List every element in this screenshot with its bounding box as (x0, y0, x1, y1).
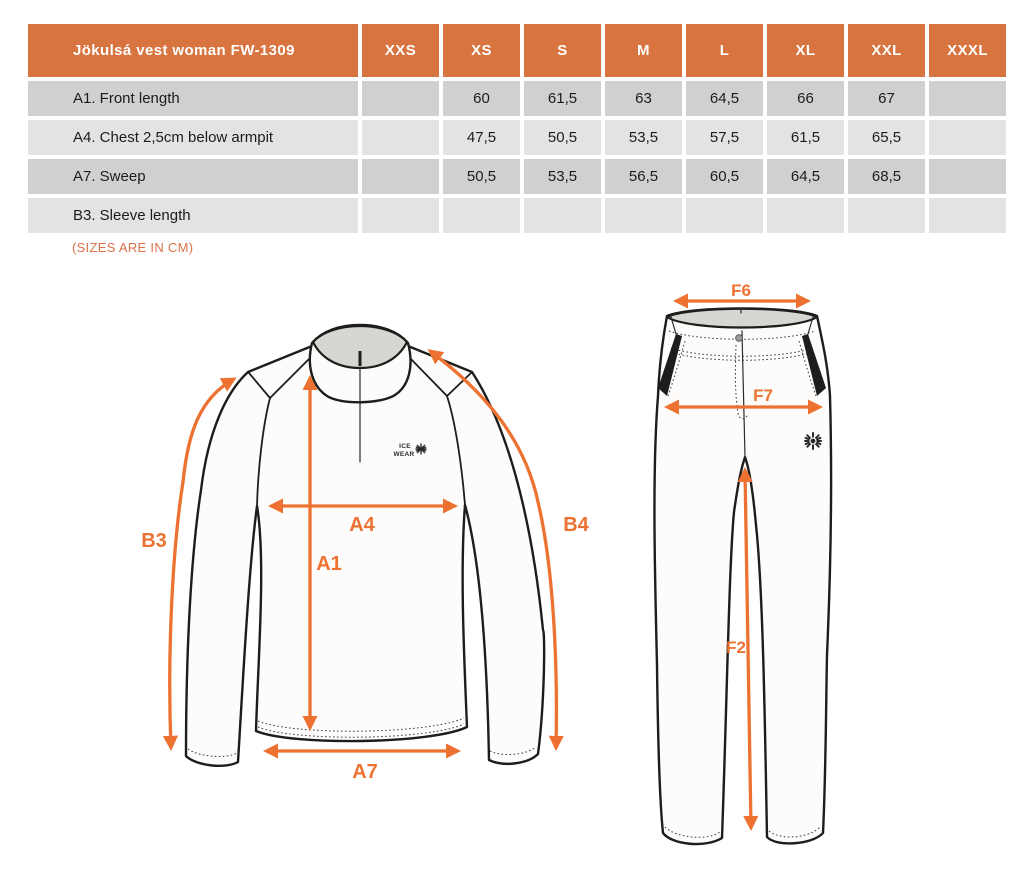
shirt-diagram (141, 325, 589, 783)
value-cell: 53,5 (605, 120, 682, 155)
value-cell: 63 (605, 81, 682, 116)
pants-waist-inner (667, 309, 817, 328)
pants-outline (654, 309, 831, 845)
value-cell (362, 159, 439, 194)
value-cell: 60,5 (686, 159, 763, 194)
units-note: (SIZES ARE IN CM) (72, 240, 194, 255)
f6-label: F6 (731, 281, 751, 300)
value-cell: 56,5 (605, 159, 682, 194)
a7-label: A7 (352, 761, 378, 783)
row-label-cell: A4. Chest 2,5cm below armpit (28, 120, 358, 155)
product-title-cell: Jökulsá vest woman FW-1309 (28, 24, 358, 77)
table-row-chest (28, 120, 1006, 155)
value-cell (929, 159, 1006, 194)
value-cell (443, 198, 520, 233)
size-header-xxxl: XXXL (929, 24, 1006, 77)
snowflake-icon (416, 444, 426, 454)
size-table-section (24, 20, 1010, 237)
value-cell: 57,5 (686, 120, 763, 155)
size-header-xxl: XXL (848, 24, 925, 77)
size-header-l: L (686, 24, 763, 77)
value-cell (524, 198, 601, 233)
logo-text-line1: ICE (399, 443, 411, 450)
size-header-xxs: XXS (362, 24, 439, 77)
value-cell: 50,5 (524, 120, 601, 155)
value-cell: 66 (767, 81, 844, 116)
logo-text-line2: WEAR (393, 451, 415, 458)
value-cell (362, 120, 439, 155)
value-cell: 61,5 (767, 120, 844, 155)
value-cell: 64,5 (767, 159, 844, 194)
value-cell: 68,5 (848, 159, 925, 194)
value-cell (929, 81, 1006, 116)
snowflake-icon (805, 433, 821, 449)
measurement-diagrams (0, 270, 1034, 889)
table-row-sweep (28, 159, 1006, 194)
value-cell: 53,5 (524, 159, 601, 194)
value-cell (929, 198, 1006, 233)
row-label-cell: A1. Front length (28, 81, 358, 116)
table-row-front-length (28, 81, 1006, 116)
size-header-m: M (605, 24, 682, 77)
value-cell (929, 120, 1006, 155)
b4-label: B4 (563, 514, 589, 536)
value-cell (605, 198, 682, 233)
value-cell: 60 (443, 81, 520, 116)
size-table-header-row (28, 24, 1006, 77)
row-label-cell: A7. Sweep (28, 159, 358, 194)
value-cell (362, 198, 439, 233)
value-cell (848, 198, 925, 233)
pants-button (736, 335, 743, 342)
size-header-xl: XL (767, 24, 844, 77)
f7-label: F7 (753, 386, 773, 405)
value-cell: 47,5 (443, 120, 520, 155)
value-cell: 61,5 (524, 81, 601, 116)
b3-label: B3 (141, 530, 167, 552)
f2-label: F2 (726, 638, 746, 657)
a4-label: A4 (349, 514, 375, 536)
value-cell (686, 198, 763, 233)
pants-diagram (654, 281, 831, 844)
value-cell: 67 (848, 81, 925, 116)
value-cell: 65,5 (848, 120, 925, 155)
size-table (24, 20, 1010, 237)
value-cell (362, 81, 439, 116)
value-cell: 64,5 (686, 81, 763, 116)
table-row-sleeve-length (28, 198, 1006, 233)
row-label-cell: B3. Sleeve length (28, 198, 358, 233)
size-header-xs: XS (443, 24, 520, 77)
value-cell: 50,5 (443, 159, 520, 194)
size-header-s: S (524, 24, 601, 77)
value-cell (767, 198, 844, 233)
a1-label: A1 (316, 553, 342, 575)
